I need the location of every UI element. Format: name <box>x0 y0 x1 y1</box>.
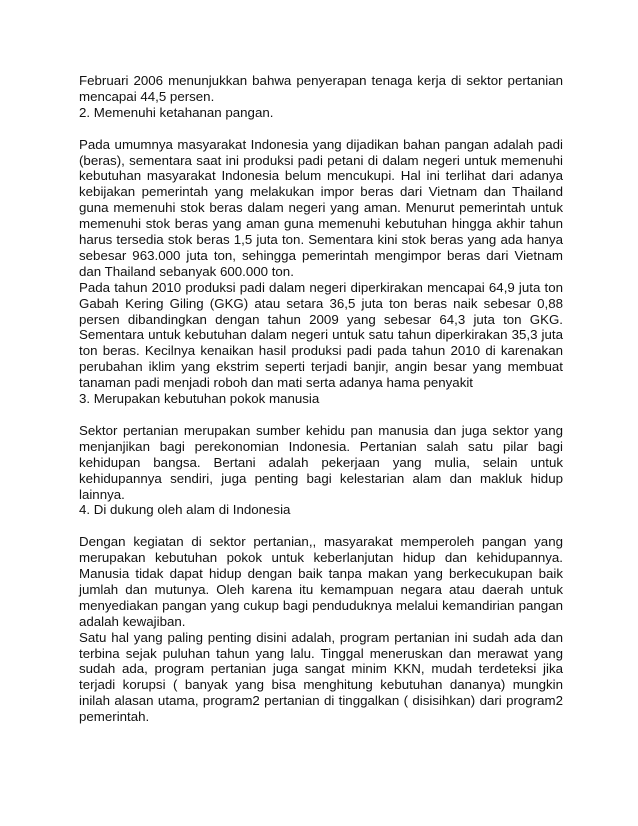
section-2-heading: 2. Memenuhi ketahanan pangan. <box>79 104 274 120</box>
section-2-paragraph-1: Pada umumnya masyarakat Indonesia yang dijadikan bahan pangan adalah padi (beras), sementara saat ini produksi padi petani di dalam negeri untuk memenuhi kebutuhan masyarakat Indonesia belum mencukupi. Hal ini terlihat dari adanya kebijakan pemerintah yang melakukan impor beras dari Vietnam dan Thailand guna memenuhi stok beras dalam negeri yang aman. Menurut pemerintah untuk memenuhi stok beras yang aman guna memenuhi kebutuhan hingga akhir tahun harus tersedia stok beras 1,5 juta ton. Sementara kini stok beras yang ada hanya sebesar 963.000 juta ton, sehingga pemerintah mengimpor beras dari Vietnam dan Thailand sebanyak 600.000 ton. <box>79 136 563 279</box>
section-2-paragraph-2: Pada tahun 2010 produksi padi dalam negeri diperkirakan mencapai 64,9 juta ton Gabah Kering Giling (GKG) atau setara 36,5 juta ton beras naik sebesar 0,88 persen dibandingkan dengan tahun 2009 yang sebesar 64,3 juta ton GKG. Sementara untuk kebutuhan dalam negeri untuk satu tahun diperkirakan 35,3 juta ton beras. Kecilnya kenaikan hasil produksi padi pada tahun 2010 di karenakan perubahan iklim yang ekstrim seperti terjadi banjir, angin besar yang membuat tanaman padi menjadi roboh dan mati serta adanya hama penyakit <box>79 279 563 391</box>
section-3-heading: 3. Merupakan kebutuhan pokok manusia <box>79 391 320 407</box>
intro-paragraph: Februari 2006 menunjukkan bahwa penyerapan tenaga kerja di sektor pertanian mencapai 44,5 persen. <box>79 73 563 104</box>
section-3-paragraph: Sektor pertanian merupakan sumber kehidu pan manusia dan juga sektor yang menjanjikan bagi perekonomian Indonesia. Pertanian salah satu pilar bagi kehidupan bangsa. Bertani adalah pekerjaan yang mulia, selain untuk kehidupannya sendiri, juga penting bagi kelestarian alam dan makluk hidup lainnya. <box>79 422 563 502</box>
section-4-heading: 4. Di dukung oleh alam di Indonesia <box>79 502 291 518</box>
section-4-paragraph-1: Dengan kegiatan di sektor pertanian,, masyarakat memperoleh pangan yang merupakan kebutuhan pokok untuk keberlanjutan hidup dan kehidupannya. Manusia tidak dapat hidup dengan baik tanpa makan yang berkecukupan baik jumlah dan mutunya. Oleh karena itu kemampuan negara atau daerah untuk menyediakan pangan yang cukup bagi penduduknya melalui kemandirian pangan adalah kewajiban. <box>79 534 563 629</box>
section-4-paragraph-2: Satu hal yang paling penting disini adalah, program pertanian ini sudah ada dan terbina sejak puluhan tahun yang lalu. Tinggal meneruskan dan merawat yang sudah ada, program pertanian juga sangat minim KKN, mudah terdeteksi jika terjadi korupsi ( banyak yang bisa menghitung kebutuhan dananya) mungkin inilah alasan utama, program2 pertanian di tinggalkan ( disisihkan) dari program2 pemerintah. <box>79 629 563 725</box>
document-page <box>79 73 563 725</box>
